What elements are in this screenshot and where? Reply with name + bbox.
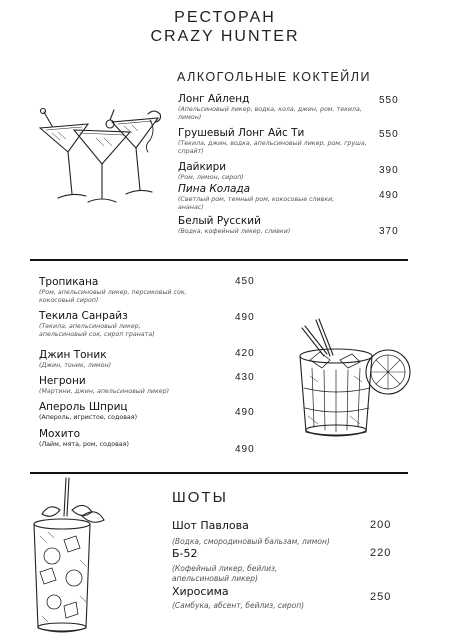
- item-price: 220: [370, 547, 392, 559]
- item-price: 450: [235, 276, 255, 287]
- item-description: (Водка, смородиновый бальзам, лимон): [172, 537, 330, 546]
- item-price: 490: [235, 312, 255, 323]
- item-price: 550: [379, 95, 399, 106]
- menu-item: [172, 585, 362, 611]
- menu-item: [39, 375, 224, 396]
- item-price: 430: [235, 372, 255, 383]
- item-price: 200: [370, 519, 392, 531]
- item-name: Грушевый Лонг Айс Ти: [178, 127, 305, 139]
- section-divider: [30, 472, 408, 474]
- restaurant-title: [0, 8, 450, 46]
- menu-item: [178, 215, 368, 236]
- item-name: Шот Павлова: [172, 519, 249, 532]
- menu-item: [172, 519, 362, 547]
- menu-item: [39, 276, 224, 305]
- mojito-glass-icon: [24, 476, 110, 638]
- item-description: (Лайм, мята, ром, содовая): [39, 441, 129, 448]
- item-price: 550: [379, 129, 399, 140]
- title-line-1: РЕСТОРАН: [174, 9, 276, 26]
- item-name: Негрони: [39, 375, 86, 387]
- menu-item: [39, 310, 224, 339]
- menu-item: [39, 401, 224, 422]
- item-price: 490: [379, 190, 399, 201]
- item-description: (Текила, апельсиновый ликер, апельсиновый сок, сироп граната): [39, 323, 155, 338]
- menu-item: [39, 349, 224, 370]
- menu-item: [39, 428, 224, 449]
- section-divider: [30, 259, 408, 261]
- item-description: (Мартини, джин, апельсиновый ликер): [39, 388, 170, 395]
- cocktail-glasses-icon: [38, 106, 164, 210]
- item-name: Текила Санрайз: [39, 310, 128, 322]
- item-name: Джин Тоник: [39, 349, 107, 361]
- item-name: Дайкири: [178, 161, 227, 173]
- menu-item: [178, 183, 368, 212]
- item-name: Тропикана: [39, 276, 99, 288]
- item-name: Белый Русский: [178, 215, 261, 227]
- item-description: (Ром, лимон, сироп): [178, 174, 244, 181]
- item-price: 250: [370, 591, 392, 603]
- title-line-2: CRAZY HUNTER: [150, 28, 300, 45]
- item-description: (Кофейный ликер, бейлиз, апельсиновый ликер): [172, 564, 278, 583]
- item-name: Апероль Шприц: [39, 401, 128, 413]
- item-description: (Водка, кофейный ликер, сливки): [178, 228, 291, 235]
- item-price: 390: [379, 165, 399, 176]
- menu-item: [178, 127, 368, 156]
- menu-item: [178, 93, 368, 122]
- item-price: 420: [235, 348, 255, 359]
- item-description: (Апероль, игристое, содовая): [39, 414, 138, 421]
- item-description: (Самбука, абсент, бейлиз, сироп): [172, 601, 305, 610]
- item-name: Мохито: [39, 428, 81, 440]
- item-price: 490: [235, 444, 255, 455]
- item-description: (Ром, апельсиновый ликер, персиковый сок, кокосовый сироп): [39, 289, 187, 304]
- item-price: 370: [379, 226, 399, 237]
- item-name: Лонг Айленд: [178, 93, 250, 105]
- item-description: (Светлый ром, темный ром, кокосовые сливки, ананас): [178, 196, 335, 211]
- menu-item: [172, 547, 322, 583]
- item-name: Хиросима: [172, 585, 229, 598]
- item-description: (Апельсиновый ликер, водка, кола, джин, ром, текила, лимон): [178, 106, 362, 121]
- item-name: Пина Колада: [178, 183, 251, 195]
- item-description: (Текила, джин, водка, апельсиновый ликер, ром, груша, спрайт): [178, 140, 367, 155]
- whiskey-glass-icon: [290, 316, 412, 442]
- menu-item: [178, 161, 368, 182]
- section-title-shots: ШОТЫ: [172, 489, 228, 506]
- item-name: Б-52: [172, 547, 198, 560]
- section-title-cocktails: АЛКОГОЛЬНЫЕ КОКТЕЙЛИ: [177, 70, 371, 84]
- item-description: (Джин, тоник, лимон): [39, 362, 112, 369]
- item-price: 490: [235, 407, 255, 418]
